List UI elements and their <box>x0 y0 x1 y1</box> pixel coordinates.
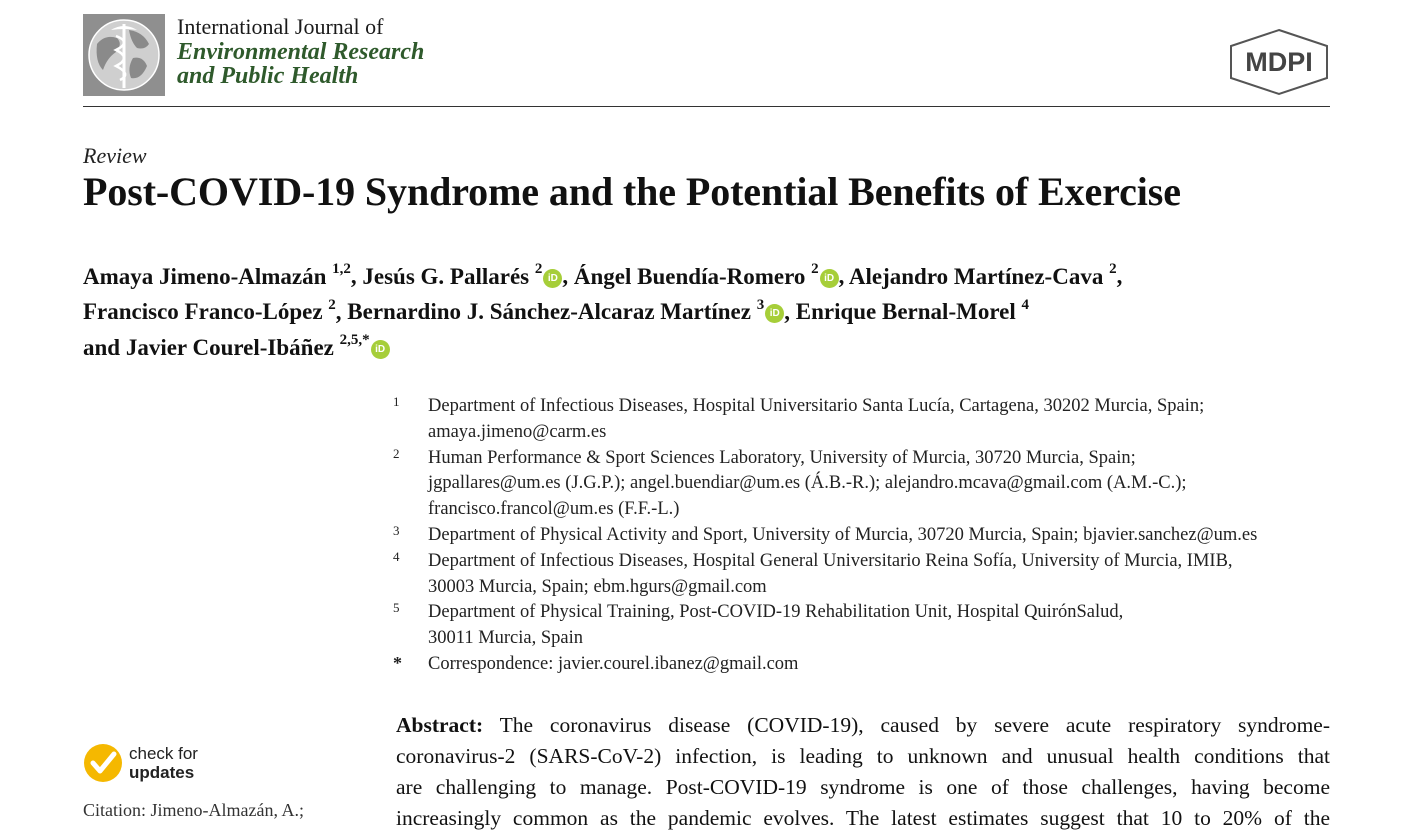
affiliation-text <box>428 549 1343 601</box>
affiliation-number: 1 <box>393 394 400 409</box>
article-type: Review <box>83 143 147 168</box>
affiliation-number: 4 <box>393 548 400 564</box>
check-circle-icon <box>83 743 123 783</box>
affiliation-text <box>428 652 1343 678</box>
journal-logo <box>83 14 165 96</box>
author[interactable] <box>347 296 784 325</box>
author[interactable] <box>573 261 839 289</box>
abstract-label: Abstract: <box>396 713 484 737</box>
affiliation-line: amaya.jimeno@carm.es <box>428 421 607 442</box>
author-name: Ángel Buendía-Romero <box>573 263 806 289</box>
author-line <box>83 327 1343 363</box>
journal-name <box>177 16 424 88</box>
abstract-line <box>396 803 1330 834</box>
affiliation-number: 2 <box>393 445 400 461</box>
author-affiliation-marker: 2 <box>534 261 543 277</box>
affiliation-line: Department of Physical Training, Post-COVID-19 Rehabilitation Unit, Hospital QuirónSalud, <box>428 602 1124 623</box>
affiliation-item <box>393 394 1343 446</box>
author-name: Enrique Bernal-Morel <box>795 299 1016 325</box>
abstract <box>396 710 1330 834</box>
author-affiliation-marker: 1,2 <box>332 261 351 277</box>
author-name: and Javier Courel-Ibáñez <box>83 334 334 360</box>
affiliation-text <box>428 446 1343 523</box>
author[interactable] <box>83 332 390 360</box>
affiliation-line: Department of Physical Activity and Sport, University of Murcia, 30720 Murcia, Spain; bjavier.sanchez@um.es <box>428 524 1258 545</box>
author-list <box>83 256 1343 363</box>
author-affiliation-marker: 4 <box>1021 296 1029 313</box>
author-separator: , <box>838 263 849 289</box>
author-affiliation-marker: 2 <box>811 261 819 277</box>
affiliation-list <box>393 394 1343 678</box>
author-separator: , <box>335 299 348 325</box>
publisher-logo <box>1228 28 1330 96</box>
author-name: Amaya Jimeno-Almazán <box>83 263 327 289</box>
author-name: Francisco Franco-López <box>83 299 323 325</box>
affiliation-text <box>428 394 1343 446</box>
author-line <box>83 256 1343 292</box>
author-name: Alejandro Martínez-Cava <box>848 263 1104 289</box>
mdpi-hexagon-icon <box>1228 28 1330 96</box>
affiliation-line: jgpallares@um.es (J.G.P.); angel.buendiar@um.es (Á.B.-R.); alejandro.mcava@gmail.com (A.M.-C.); <box>428 473 1187 494</box>
journal-name-line1: International Journal of <box>177 14 384 39</box>
affiliation-item <box>393 446 1343 523</box>
author-separator: , <box>350 263 363 289</box>
author[interactable] <box>83 296 336 325</box>
article-title: Post-COVID-19 Syndrome and the Potential Benefits of Exercise <box>83 169 1181 214</box>
affiliation-line: Department of Infectious Diseases, Hospital Universitario Santa Lucía, Cartagena, 30202 Murcia, Spain; <box>428 396 1205 416</box>
globe-caduceus-icon <box>83 14 165 96</box>
header-divider <box>83 106 1330 107</box>
author-affiliation-marker: 2 <box>328 296 336 313</box>
journal-name-line2: Environmental Research <box>177 39 425 65</box>
abstract-text: coronavirus-2 (SARS-CoV-2) infection, is leading to unknown and unusual health conditions that <box>396 744 1330 768</box>
author-separator: , <box>1116 263 1123 289</box>
author-name: Bernardino J. Sánchez-Alcaraz Martínez <box>347 299 751 325</box>
check-for-text: check for <box>129 744 198 763</box>
author-separator: , <box>784 299 796 325</box>
affiliation-item <box>393 549 1343 601</box>
author[interactable] <box>848 261 1117 289</box>
affiliation-number: 3 <box>393 522 400 538</box>
affiliation-text <box>428 523 1343 549</box>
author-line <box>83 292 1343 328</box>
abstract-line <box>396 741 1330 772</box>
author-affiliation-marker: 3 <box>756 296 765 313</box>
author[interactable] <box>362 261 562 289</box>
orcid-icon[interactable]: iD <box>371 340 390 359</box>
orcid-icon[interactable]: iD <box>820 269 839 288</box>
affiliation-number: 5 <box>393 600 400 616</box>
abstract-line <box>396 772 1330 803</box>
citation-text: Citation: Jimeno-Almazán, A.; <box>83 800 304 820</box>
affiliation-line: Correspondence: javier.courel.ibanez@gmail.com <box>428 653 799 674</box>
affiliation-text <box>428 600 1343 652</box>
journal-name-line3: and Public Health <box>177 63 359 89</box>
orcid-icon[interactable]: iD <box>765 304 784 323</box>
author-name: Jesús G. Pallarés <box>362 263 530 289</box>
check-for-updates-badge[interactable] <box>83 743 223 785</box>
author-separator: , <box>562 263 574 289</box>
affiliation-item <box>393 600 1343 652</box>
affiliation-line: Human Performance & Sport Sciences Laboratory, University of Murcia, 30720 Murcia, Spain; <box>428 447 1136 468</box>
abstract-text: increasingly common as the pandemic evolves. The latest estimates suggest that 10 to 20% of the <box>396 806 1330 830</box>
publisher-name: MDPI <box>1245 47 1313 77</box>
author-affiliation-marker: 2,5,* <box>339 332 370 349</box>
affiliation-item <box>393 652 1343 678</box>
orcid-icon[interactable]: iD <box>543 269 562 288</box>
affiliation-line: Department of Infectious Diseases, Hospital General Universitario Reina Sofía, University of Murcia, IMIB, <box>428 550 1233 571</box>
author-affiliation-marker: 2 <box>1109 261 1117 277</box>
updates-text: updates <box>129 763 195 782</box>
abstract-line <box>396 710 1330 741</box>
author[interactable] <box>83 261 351 289</box>
abstract-text: are challenging to manage. Post-COVID-19 syndrome is one of those challenges, having become <box>396 775 1330 799</box>
affiliation-number: * <box>393 652 402 673</box>
affiliation-line: francisco.francol@um.es (F.F.-L.) <box>428 499 680 520</box>
author[interactable] <box>795 296 1029 325</box>
affiliation-item <box>393 523 1343 549</box>
abstract-text: The coronavirus disease (COVID-19), caused by severe acute respiratory syndrome- <box>499 713 1330 737</box>
check-for-updates-label <box>129 744 198 782</box>
affiliation-line: 30003 Murcia, Spain; ebm.hgurs@gmail.com <box>428 576 767 597</box>
affiliation-line: 30011 Murcia, Spain <box>428 628 584 649</box>
